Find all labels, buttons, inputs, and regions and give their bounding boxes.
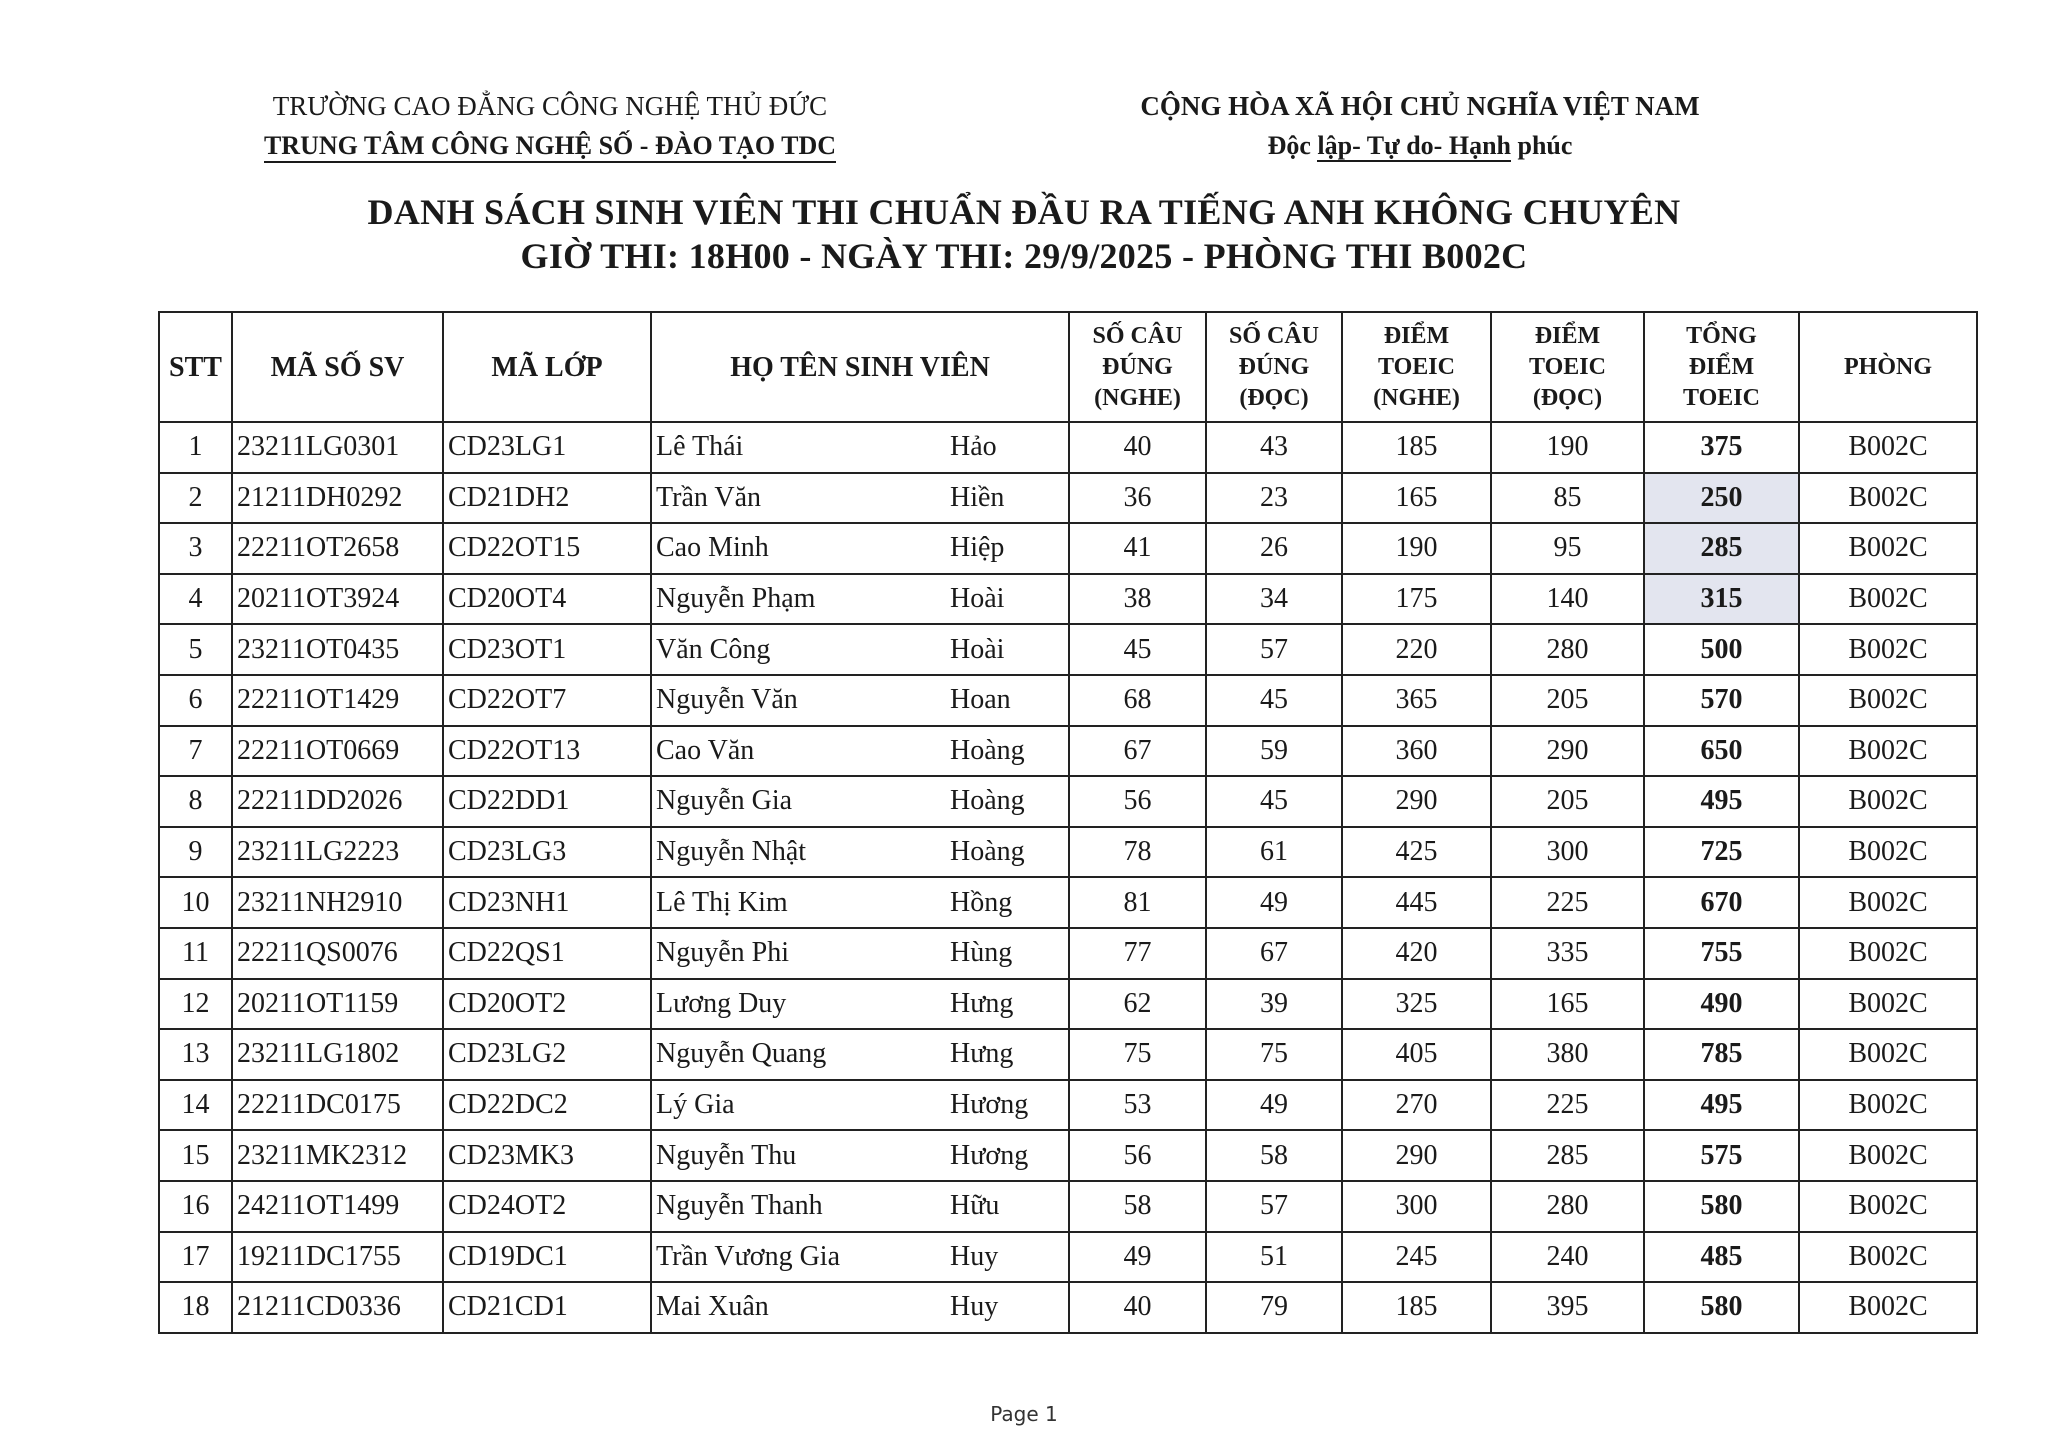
cell-so-cau-nghe: 53 [1069, 1080, 1206, 1131]
table-row [159, 675, 1977, 726]
cell-ma-lop: CD22OT7 [443, 675, 651, 726]
table-row [159, 574, 1977, 625]
cell-tong-diem: 495 [1644, 1080, 1799, 1131]
cell-ho-ten [651, 523, 1069, 574]
table-row [159, 1181, 1977, 1232]
cell-tong-diem: 670 [1644, 877, 1799, 928]
cell-ma-so-sv: 22211QS0076 [232, 928, 443, 979]
cell-stt: 3 [159, 523, 232, 574]
given-name: Hùng [950, 937, 1013, 969]
cell-ho-ten [651, 1130, 1069, 1181]
cell-phong: B002C [1799, 574, 1977, 625]
family-name: Nguyễn Phạm [656, 583, 816, 615]
cell-stt: 6 [159, 675, 232, 726]
cell-ma-lop: CD20OT2 [443, 979, 651, 1030]
cell-ho-ten [651, 877, 1069, 928]
cell-diem-nghe: 300 [1342, 1181, 1491, 1232]
center-name-text: TRUNG TÂM CÔNG NGHỆ SỐ - ĐÀO TẠO TDC [264, 131, 836, 163]
cell-ma-lop: CD22OT15 [443, 523, 651, 574]
cell-so-cau-nghe: 36 [1069, 473, 1206, 524]
table-row [159, 877, 1977, 928]
family-name: Nguyễn Thanh [656, 1190, 823, 1222]
cell-diem-nghe: 185 [1342, 1282, 1491, 1333]
cell-ma-lop: CD21DH2 [443, 473, 651, 524]
cell-ma-so-sv: 21211DH0292 [232, 473, 443, 524]
cell-ma-lop: CD19DC1 [443, 1232, 651, 1283]
col-tong-diem: TỔNG ĐIỂM TOEIC [1644, 312, 1799, 422]
cell-ho-ten [651, 1232, 1069, 1283]
cell-ma-so-sv: 20211OT3924 [232, 574, 443, 625]
table-row [159, 1282, 1977, 1333]
cell-so-cau-nghe: 40 [1069, 1282, 1206, 1333]
cell-stt: 9 [159, 827, 232, 878]
given-name: Huy [950, 1240, 999, 1272]
motto-part-c: phúc [1510, 131, 1573, 160]
motto-part-a: Độc [1267, 131, 1318, 160]
family-name: Mai Xuân [656, 1291, 769, 1323]
cell-tong-diem: 490 [1644, 979, 1799, 1030]
cell-diem-doc: 165 [1491, 979, 1644, 1030]
cell-ma-lop: CD22DD1 [443, 776, 651, 827]
cell-ho-ten [651, 979, 1069, 1030]
cell-diem-doc: 285 [1491, 1130, 1644, 1181]
cell-ma-lop: CD23NH1 [443, 877, 651, 928]
cell-tong-diem: 570 [1644, 675, 1799, 726]
cell-so-cau-nghe: 78 [1069, 827, 1206, 878]
cell-tong-diem: 495 [1644, 776, 1799, 827]
given-name: Hảo [950, 431, 997, 463]
cell-phong: B002C [1799, 624, 1977, 675]
cell-tong-diem: 250 [1644, 473, 1799, 524]
cell-stt: 12 [159, 979, 232, 1030]
given-name: Hoan [950, 684, 1011, 716]
cell-ma-lop: CD23MK3 [443, 1130, 651, 1181]
given-name: Hồng [950, 886, 1013, 918]
cell-diem-doc: 205 [1491, 776, 1644, 827]
cell-diem-nghe: 325 [1342, 979, 1491, 1030]
national-header [1120, 86, 1720, 166]
table-row [159, 473, 1977, 524]
cell-diem-doc: 205 [1491, 675, 1644, 726]
cell-stt: 7 [159, 726, 232, 777]
cell-so-cau-nghe: 40 [1069, 422, 1206, 473]
col-ma-lop: MÃ LỚP [443, 312, 651, 422]
cell-phong: B002C [1799, 1130, 1977, 1181]
cell-so-cau-doc: 57 [1206, 624, 1342, 675]
table-row [159, 979, 1977, 1030]
cell-diem-nghe: 175 [1342, 574, 1491, 625]
cell-diem-doc: 190 [1491, 422, 1644, 473]
cell-phong: B002C [1799, 776, 1977, 827]
cell-ma-so-sv: 23211LG1802 [232, 1029, 443, 1080]
family-name: Trần Văn [656, 481, 762, 513]
cell-ma-lop: CD24OT2 [443, 1181, 651, 1232]
cell-phong: B002C [1799, 422, 1977, 473]
cell-ma-lop: CD22QS1 [443, 928, 651, 979]
col-ho-ten: HỌ TÊN SINH VIÊN [651, 312, 1069, 422]
table-row [159, 726, 1977, 777]
family-name: Nguyễn Thu [656, 1139, 797, 1171]
col-diem-nghe: ĐIỂM TOEIC (NGHE) [1342, 312, 1491, 422]
family-name: Nguyễn Phi [656, 937, 789, 969]
family-name: Nguyễn Nhật [656, 836, 807, 868]
given-name: Huy [950, 1291, 999, 1323]
cell-stt: 11 [159, 928, 232, 979]
cell-diem-nghe: 185 [1342, 422, 1491, 473]
cell-phong: B002C [1799, 1181, 1977, 1232]
table-row [159, 422, 1977, 473]
cell-diem-nghe: 190 [1342, 523, 1491, 574]
cell-ma-lop: CD20OT4 [443, 574, 651, 625]
col-diem-doc: ĐIỂM TOEIC (ĐỌC) [1491, 312, 1644, 422]
cell-diem-nghe: 405 [1342, 1029, 1491, 1080]
cell-so-cau-nghe: 67 [1069, 726, 1206, 777]
cell-phong: B002C [1799, 1232, 1977, 1283]
cell-phong: B002C [1799, 726, 1977, 777]
cell-so-cau-nghe: 38 [1069, 574, 1206, 625]
cell-ma-so-sv: 23211OT0435 [232, 624, 443, 675]
cell-tong-diem: 755 [1644, 928, 1799, 979]
cell-stt: 14 [159, 1080, 232, 1131]
cell-stt: 17 [159, 1232, 232, 1283]
cell-ma-so-sv: 19211DC1755 [232, 1232, 443, 1283]
title-line-2: GIỜ THI: 18H00 - NGÀY THI: 29/9/2025 - PHÒNG THI B002C [520, 236, 1528, 276]
cell-so-cau-nghe: 58 [1069, 1181, 1206, 1232]
cell-tong-diem: 785 [1644, 1029, 1799, 1080]
cell-ho-ten [651, 473, 1069, 524]
cell-so-cau-nghe: 62 [1069, 979, 1206, 1030]
given-name: Hưng [950, 1038, 1014, 1070]
given-name: Hương [950, 1089, 1029, 1121]
cell-ho-ten [651, 776, 1069, 827]
cell-tong-diem: 580 [1644, 1282, 1799, 1333]
student-table [158, 311, 1978, 1334]
cell-so-cau-doc: 49 [1206, 877, 1342, 928]
cell-ho-ten [651, 1080, 1069, 1131]
cell-ho-ten [651, 1282, 1069, 1333]
given-name: Hiền [950, 481, 1005, 513]
cell-ma-lop: CD21CD1 [443, 1282, 651, 1333]
cell-stt: 15 [159, 1130, 232, 1181]
cell-diem-nghe: 365 [1342, 675, 1491, 726]
cell-ho-ten [651, 726, 1069, 777]
cell-ma-so-sv: 22211OT1429 [232, 675, 443, 726]
cell-ho-ten [651, 827, 1069, 878]
table-header-row [159, 312, 1977, 422]
cell-ma-so-sv: 23211NH2910 [232, 877, 443, 928]
cell-ma-so-sv: 23211MK2312 [232, 1130, 443, 1181]
table-row [159, 624, 1977, 675]
cell-phong: B002C [1799, 1080, 1977, 1131]
given-name: Hoàng [950, 836, 1025, 868]
page-number: Page 1 [990, 1402, 1058, 1426]
cell-stt: 1 [159, 422, 232, 473]
family-name: Cao Minh [656, 532, 769, 564]
cell-ma-so-sv: 23211LG0301 [232, 422, 443, 473]
cell-ma-so-sv: 24211OT1499 [232, 1181, 443, 1232]
cell-stt: 18 [159, 1282, 232, 1333]
family-name: Lương Duy [656, 987, 787, 1019]
cell-ma-so-sv: 22211OT0669 [232, 726, 443, 777]
table-row [159, 1080, 1977, 1131]
table-row [159, 1029, 1977, 1080]
cell-diem-nghe: 425 [1342, 827, 1491, 878]
cell-tong-diem: 375 [1644, 422, 1799, 473]
cell-so-cau-doc: 59 [1206, 726, 1342, 777]
cell-tong-diem: 315 [1644, 574, 1799, 625]
cell-tong-diem: 575 [1644, 1130, 1799, 1181]
cell-tong-diem: 650 [1644, 726, 1799, 777]
cell-stt: 2 [159, 473, 232, 524]
given-name: Hiệp [950, 532, 1005, 564]
table-row [159, 776, 1977, 827]
cell-so-cau-doc: 26 [1206, 523, 1342, 574]
cell-ma-so-sv: 22211OT2658 [232, 523, 443, 574]
col-so-cau-nghe: SỐ CÂU ĐÚNG (NGHE) [1069, 312, 1206, 422]
cell-diem-doc: 240 [1491, 1232, 1644, 1283]
cell-so-cau-nghe: 45 [1069, 624, 1206, 675]
cell-so-cau-doc: 49 [1206, 1080, 1342, 1131]
cell-phong: B002C [1799, 675, 1977, 726]
given-name: Hoàng [950, 734, 1025, 766]
cell-phong: B002C [1799, 1029, 1977, 1080]
cell-diem-nghe: 290 [1342, 1130, 1491, 1181]
cell-diem-doc: 280 [1491, 1181, 1644, 1232]
country-name: CỘNG HÒA XÃ HỘI CHỦ NGHĨA VIỆT NAM [1140, 91, 1700, 121]
table-row [159, 827, 1977, 878]
cell-phong: B002C [1799, 928, 1977, 979]
cell-so-cau-doc: 61 [1206, 827, 1342, 878]
cell-so-cau-doc: 58 [1206, 1130, 1342, 1181]
family-name: Trần Vương Gia [656, 1240, 840, 1272]
cell-so-cau-nghe: 77 [1069, 928, 1206, 979]
cell-tong-diem: 485 [1644, 1232, 1799, 1283]
title-line-1: DANH SÁCH SINH VIÊN THI CHUẨN ĐẦU RA TIẾNG ANH KHÔNG CHUYÊN [367, 192, 1681, 232]
cell-stt: 5 [159, 624, 232, 675]
cell-phong: B002C [1799, 979, 1977, 1030]
family-name: Cao Văn [656, 734, 755, 766]
cell-ho-ten [651, 1181, 1069, 1232]
cell-so-cau-nghe: 81 [1069, 877, 1206, 928]
family-name: Nguyễn Gia [656, 785, 793, 817]
family-name: Nguyễn Văn [656, 684, 798, 716]
cell-so-cau-doc: 67 [1206, 928, 1342, 979]
given-name: Hương [950, 1139, 1029, 1171]
cell-so-cau-doc: 34 [1206, 574, 1342, 625]
given-name: Hữu [950, 1190, 1000, 1222]
cell-phong: B002C [1799, 473, 1977, 524]
cell-stt: 10 [159, 877, 232, 928]
cell-stt: 8 [159, 776, 232, 827]
family-name: Lê Thái [656, 431, 744, 463]
cell-diem-doc: 380 [1491, 1029, 1644, 1080]
cell-diem-nghe: 165 [1342, 473, 1491, 524]
cell-so-cau-doc: 43 [1206, 422, 1342, 473]
cell-tong-diem: 285 [1644, 523, 1799, 574]
cell-phong: B002C [1799, 827, 1977, 878]
center-name [230, 126, 870, 166]
cell-stt: 16 [159, 1181, 232, 1232]
given-name: Hưng [950, 987, 1014, 1019]
cell-diem-doc: 95 [1491, 523, 1644, 574]
given-name: Hoài [950, 583, 1005, 615]
cell-so-cau-nghe: 56 [1069, 776, 1206, 827]
cell-tong-diem: 725 [1644, 827, 1799, 878]
cell-so-cau-doc: 51 [1206, 1232, 1342, 1283]
cell-ho-ten [651, 1029, 1069, 1080]
cell-diem-nghe: 445 [1342, 877, 1491, 928]
col-stt: STT [159, 312, 232, 422]
table-row [159, 928, 1977, 979]
cell-diem-nghe: 420 [1342, 928, 1491, 979]
cell-ma-so-sv: 23211LG2223 [232, 827, 443, 878]
table-row [159, 1232, 1977, 1283]
col-ma-so-sv: MÃ SỐ SV [232, 312, 443, 422]
cell-so-cau-nghe: 56 [1069, 1130, 1206, 1181]
cell-stt: 13 [159, 1029, 232, 1080]
cell-diem-doc: 290 [1491, 726, 1644, 777]
cell-ho-ten [651, 574, 1069, 625]
cell-tong-diem: 580 [1644, 1181, 1799, 1232]
family-name: Nguyễn Quang [656, 1038, 827, 1070]
cell-so-cau-doc: 23 [1206, 473, 1342, 524]
cell-diem-nghe: 220 [1342, 624, 1491, 675]
school-name: TRƯỜNG CAO ĐẲNG CÔNG NGHỆ THỦ ĐỨC [272, 91, 828, 121]
col-phong: PHÒNG [1799, 312, 1977, 422]
cell-so-cau-doc: 57 [1206, 1181, 1342, 1232]
cell-ma-so-sv: 20211OT1159 [232, 979, 443, 1030]
cell-phong: B002C [1799, 877, 1977, 928]
cell-ho-ten [651, 928, 1069, 979]
cell-so-cau-doc: 45 [1206, 675, 1342, 726]
cell-ma-so-sv: 22211DD2026 [232, 776, 443, 827]
cell-so-cau-nghe: 49 [1069, 1232, 1206, 1283]
family-name: Lê Thị Kim [656, 886, 788, 918]
cell-diem-nghe: 270 [1342, 1080, 1491, 1131]
school-header [230, 86, 870, 166]
national-motto [1120, 126, 1720, 166]
cell-diem-doc: 395 [1491, 1282, 1644, 1333]
table-row [159, 1130, 1977, 1181]
cell-ho-ten [651, 675, 1069, 726]
cell-ma-lop: CD23OT1 [443, 624, 651, 675]
cell-tong-diem: 500 [1644, 624, 1799, 675]
cell-diem-doc: 300 [1491, 827, 1644, 878]
cell-diem-nghe: 360 [1342, 726, 1491, 777]
cell-ma-lop: CD22DC2 [443, 1080, 651, 1131]
cell-so-cau-nghe: 41 [1069, 523, 1206, 574]
family-name: Lý Gia [656, 1089, 735, 1121]
cell-so-cau-doc: 45 [1206, 776, 1342, 827]
col-so-cau-doc: SỐ CÂU ĐÚNG (ĐỌC) [1206, 312, 1342, 422]
cell-phong: B002C [1799, 1282, 1977, 1333]
motto-part-b: lập- Tự do- Hạnh [1317, 131, 1511, 160]
cell-diem-doc: 225 [1491, 1080, 1644, 1131]
table-row [159, 523, 1977, 574]
family-name: Văn Công [656, 633, 771, 665]
document-title [0, 190, 2048, 278]
cell-diem-doc: 280 [1491, 624, 1644, 675]
given-name: Hoài [950, 633, 1005, 665]
cell-ma-so-sv: 21211CD0336 [232, 1282, 443, 1333]
given-name: Hoàng [950, 785, 1025, 817]
cell-phong: B002C [1799, 523, 1977, 574]
cell-ma-lop: CD23LG3 [443, 827, 651, 878]
cell-so-cau-doc: 39 [1206, 979, 1342, 1030]
cell-diem-doc: 335 [1491, 928, 1644, 979]
cell-ho-ten [651, 624, 1069, 675]
cell-so-cau-nghe: 75 [1069, 1029, 1206, 1080]
cell-so-cau-doc: 79 [1206, 1282, 1342, 1333]
cell-diem-nghe: 290 [1342, 776, 1491, 827]
cell-so-cau-doc: 75 [1206, 1029, 1342, 1080]
cell-ma-lop: CD23LG2 [443, 1029, 651, 1080]
cell-diem-doc: 140 [1491, 574, 1644, 625]
cell-ma-so-sv: 22211DC0175 [232, 1080, 443, 1131]
cell-ho-ten [651, 422, 1069, 473]
cell-diem-doc: 225 [1491, 877, 1644, 928]
cell-ma-lop: CD23LG1 [443, 422, 651, 473]
cell-so-cau-nghe: 68 [1069, 675, 1206, 726]
cell-stt: 4 [159, 574, 232, 625]
cell-diem-doc: 85 [1491, 473, 1644, 524]
cell-ma-lop: CD22OT13 [443, 726, 651, 777]
cell-diem-nghe: 245 [1342, 1232, 1491, 1283]
table-body [159, 422, 1977, 1333]
